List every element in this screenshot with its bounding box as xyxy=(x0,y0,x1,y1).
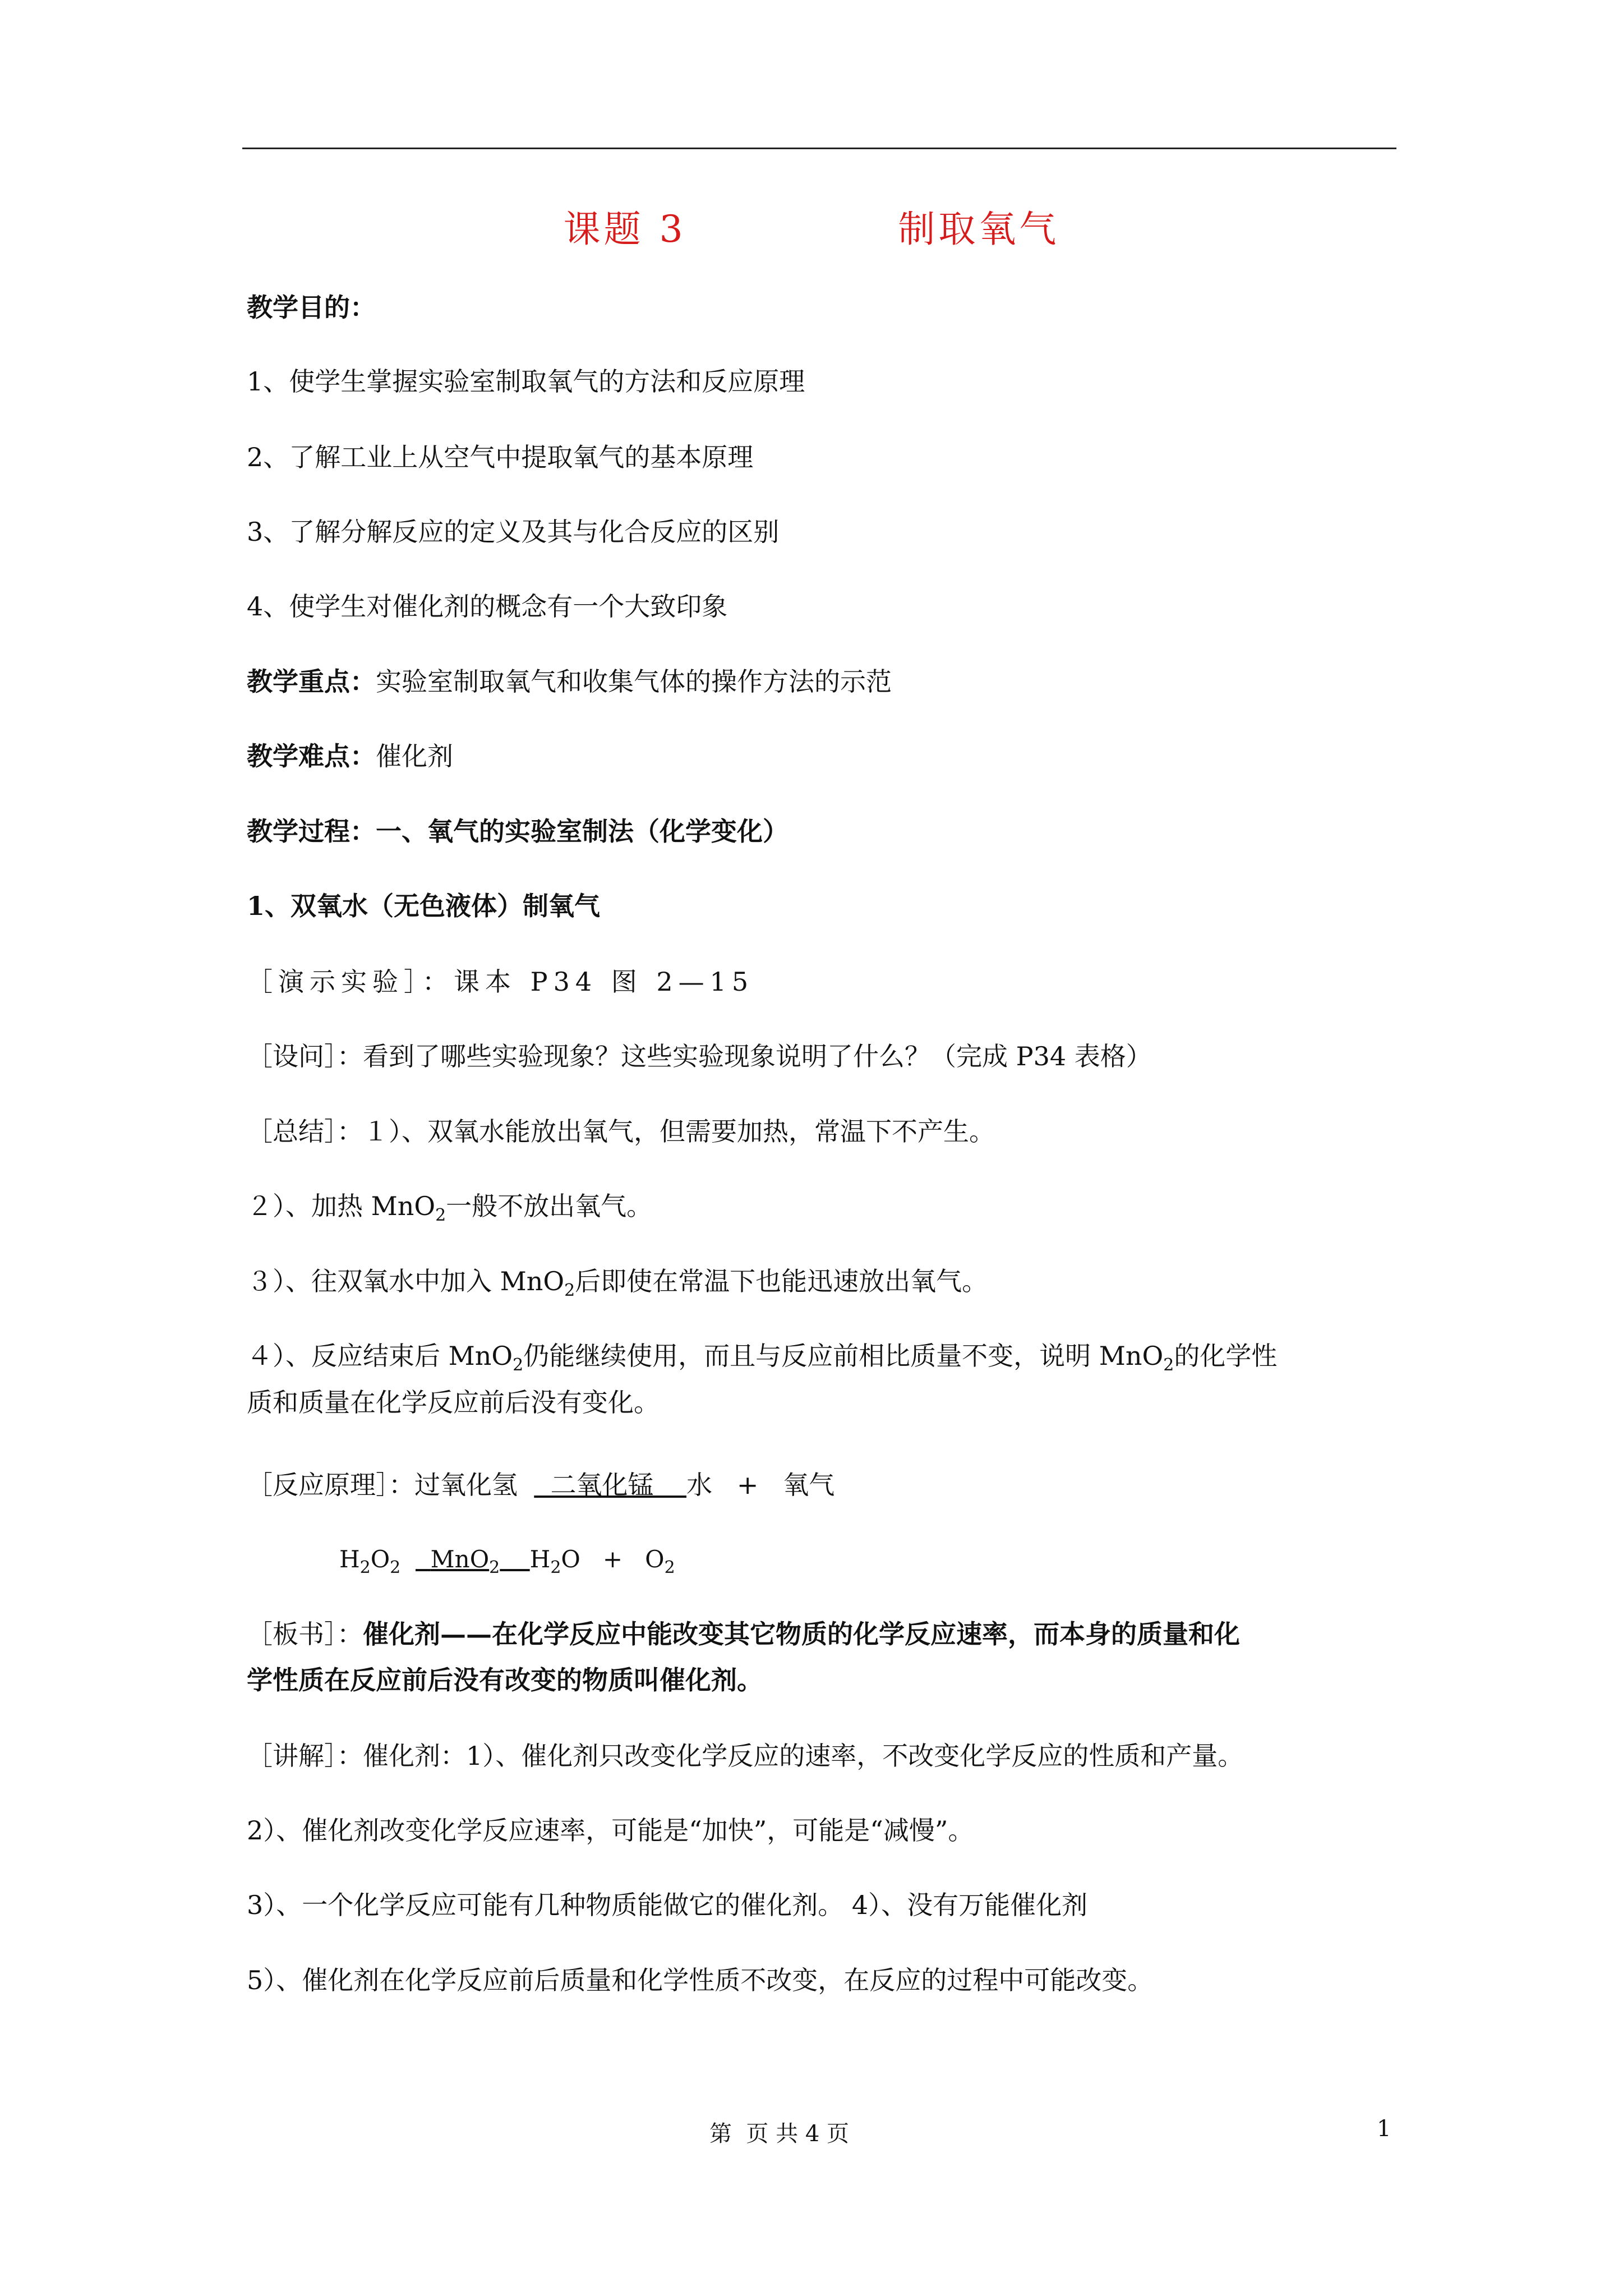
reaction-principle: ［反应原理］：过氧化氢 二氧化锰 水 + 氧气 xyxy=(247,1470,835,1500)
board-note-continued: 学性质在反应前后没有改变的物质叫催化剂。 xyxy=(247,1665,763,1695)
question-line: ［设问］：看到了哪些实验现象？这些实验现象说明了什么？（完成 P34 表格） xyxy=(247,1041,1152,1071)
header-rule xyxy=(242,148,1396,149)
summary-item: ３）、往双氧水中加入 MnO$_2$后即使在常温下也能迅速放出氧气。 xyxy=(247,1266,988,1300)
explain-line: ［讲解］：催化剂：1）、催化剂只改变化学反应的速率，不改变化学反应的性质和产量。 xyxy=(247,1741,1244,1771)
page-title: 课题 3 制取氧气 xyxy=(563,208,1060,251)
board-note: ［板书］：催化剂——在化学反应中能改变其它物质的化学反应速率，而本身的质量和化 xyxy=(247,1619,1240,1649)
difficulty: 教学难点：催化剂 xyxy=(247,741,453,771)
summary-item: ４）、反应结束后 MnO$_2$仍能继续使用，而且与反应前相比质量不变，说明 MnO$_2$的化学性 xyxy=(247,1341,1278,1375)
key-point: 教学重点：实验室制取氧气和收集气体的操作方法的示范 xyxy=(247,666,892,697)
section-heading: 1、双氧水（无色液体）制氧气 xyxy=(247,891,601,921)
objective-item: 4、使学生对催化剂的概念有一个大致印象 xyxy=(247,591,728,622)
objective-item: 3、了解分解反应的定义及其与化合反应的区别 xyxy=(247,517,780,547)
explain-item: 5）、催化剂在化学反应前后质量和化学性质不改变，在反应的过程中可能改变。 xyxy=(247,1965,1154,1995)
page-footer: 第 页 共 4 页 xyxy=(709,2121,850,2147)
objective-item: 2、了解工业上从空气中提取氧气的基本原理 xyxy=(247,442,754,472)
summary-item-continued: 质和质量在化学反应前后没有变化。 xyxy=(247,1387,660,1418)
objectives-heading: 教学目的： xyxy=(247,292,376,323)
objective-item: 1、使学生掌握实验室制取氧气的方法和反应原理 xyxy=(247,366,805,397)
page-number: 1 xyxy=(1377,2116,1391,2142)
demo-line: ［演示实验］：课本 P34 图 2—15 xyxy=(247,967,754,997)
chemical-equation: $H_2O_2$ MnO$_2$ $H_2O$ + $O_2$ xyxy=(339,1545,675,1577)
summary-item: ２）、加热 MnO$_2$一般不放出氧气。 xyxy=(247,1191,653,1225)
process-heading: 教学过程：一、氧气的实验室制法（化学变化） xyxy=(247,816,789,846)
summary-line: ［总结］：１）、双氧水能放出氧气，但需要加热，常温下不产生。 xyxy=(247,1116,995,1147)
explain-item: 3）、一个化学反应可能有几种物质能做它的催化剂。 4）、没有万能催化剂 xyxy=(247,1890,1088,1920)
explain-item: 2）、催化剂改变化学反应速率，可能是“加快”，可能是“减慢”。 xyxy=(247,1815,974,1846)
